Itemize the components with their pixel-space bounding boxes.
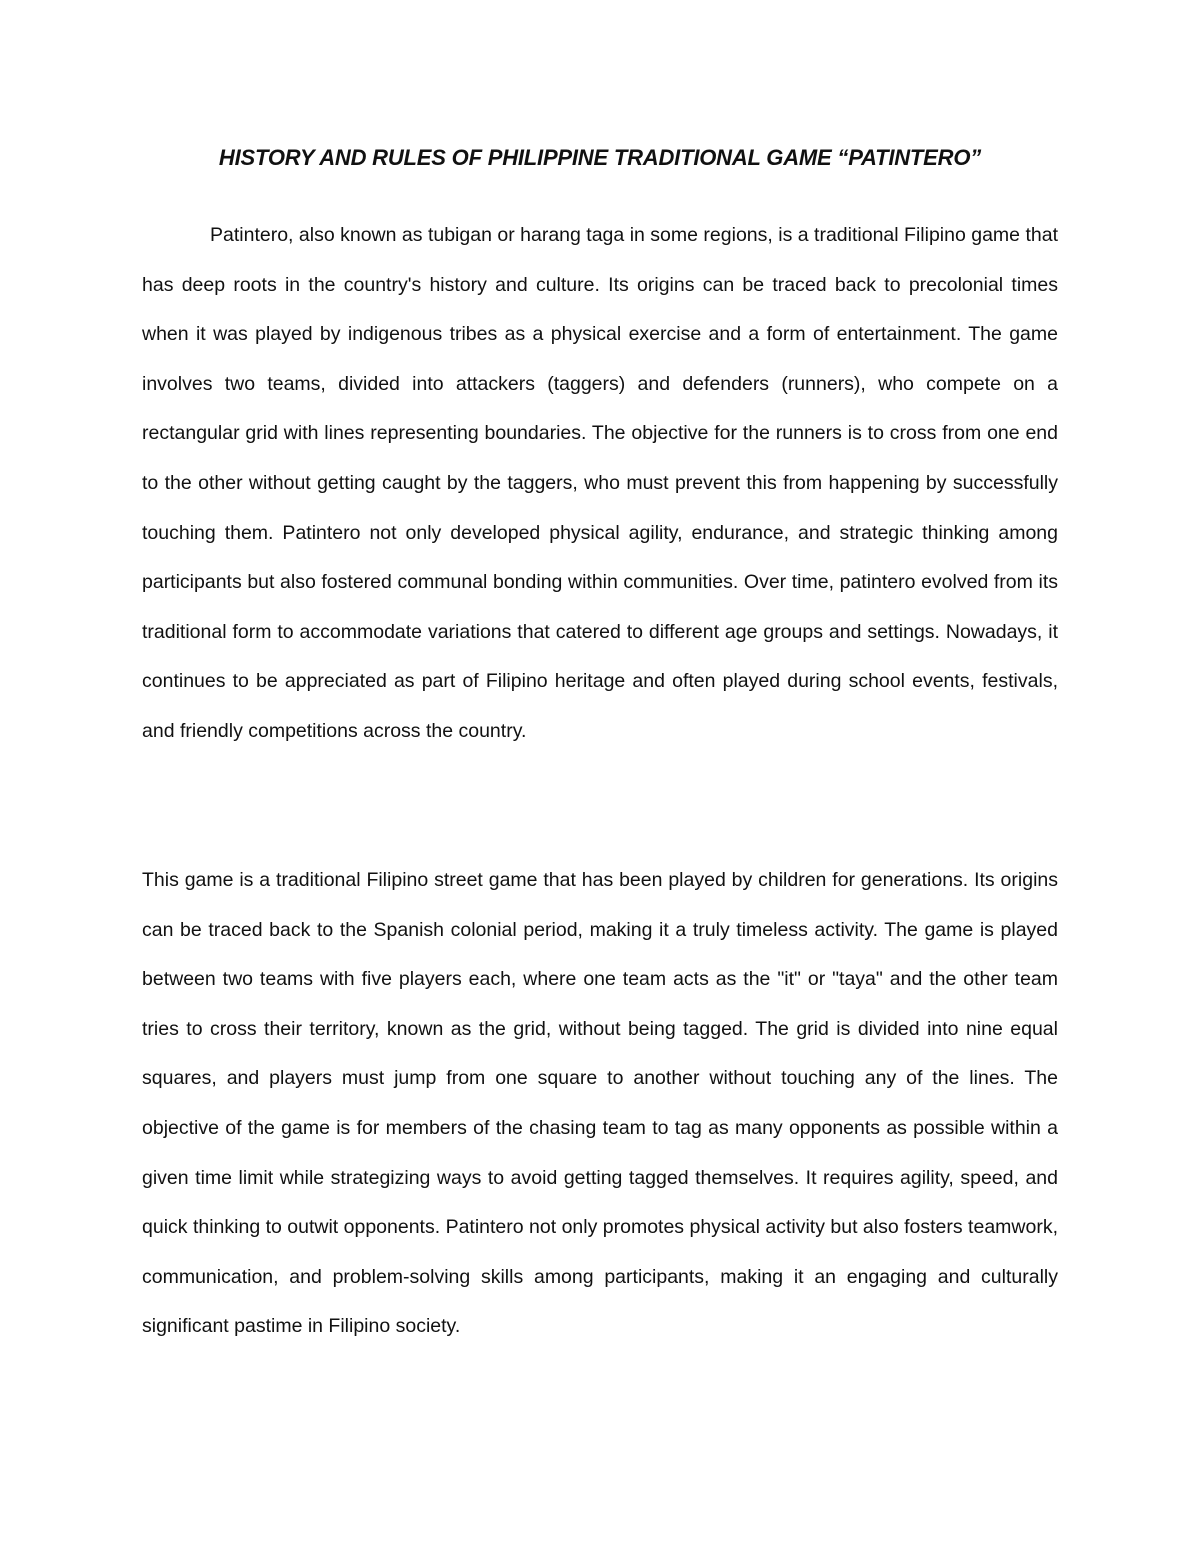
paragraph-rules: This game is a traditional Filipino street game that has been played by children for generations. Its origins can be traced back to the Spanish colonial period, making it a truly timeless activity. The game is played between two teams with five players each, where one team acts as the "it" or "taya" and the other team tries to cross their territory, known as the grid, without being tagged. The grid is divided into nine equal squares, and players must jump from one square to another without touching any of the lines. The objective of the game is for members of the chasing team to tag as many opponents as possible within a given time limit while strategizing ways to avoid getting tagged themselves. It requires agility, speed, and quick thinking to outwit opponents. Patintero not only promotes physical activity but also fosters teamwork, communication, and problem-solving skills among participants, making it an engaging and culturally significant pastime in Filipino society. bbox=[142, 869, 1058, 1338]
document-title: HISTORY AND RULES OF PHILIPPINE TRADITIONAL GAME “PATINTERO” bbox=[218, 145, 982, 170]
paragraph-history: Patintero, also known as tubigan or harang taga in some regions, is a traditional Filipino game that has deep roots in the country's history and culture. Its origins can be traced back to precolonial times when it was played by indigenous tribes as a physical exercise and a form of entertainment. The game involves two teams, divided into attackers (taggers) and defenders (runners), who compete on a rectangular grid with lines representing boundaries. The objective for the runners is to cross from one end to the other without getting caught by the taggers, who must prevent this from happening by successfully touching them. Patintero not only developed physical agility, endurance, and strategic thinking among participants but also fostered communal bonding within communities. Over time, patintero evolved from its traditional form to accommodate variations that catered to different age groups and settings. Nowadays, it continues to be appreciated as part of Filipino heritage and often played during school events, festivals, and friendly competitions across the country. bbox=[142, 224, 1058, 742]
